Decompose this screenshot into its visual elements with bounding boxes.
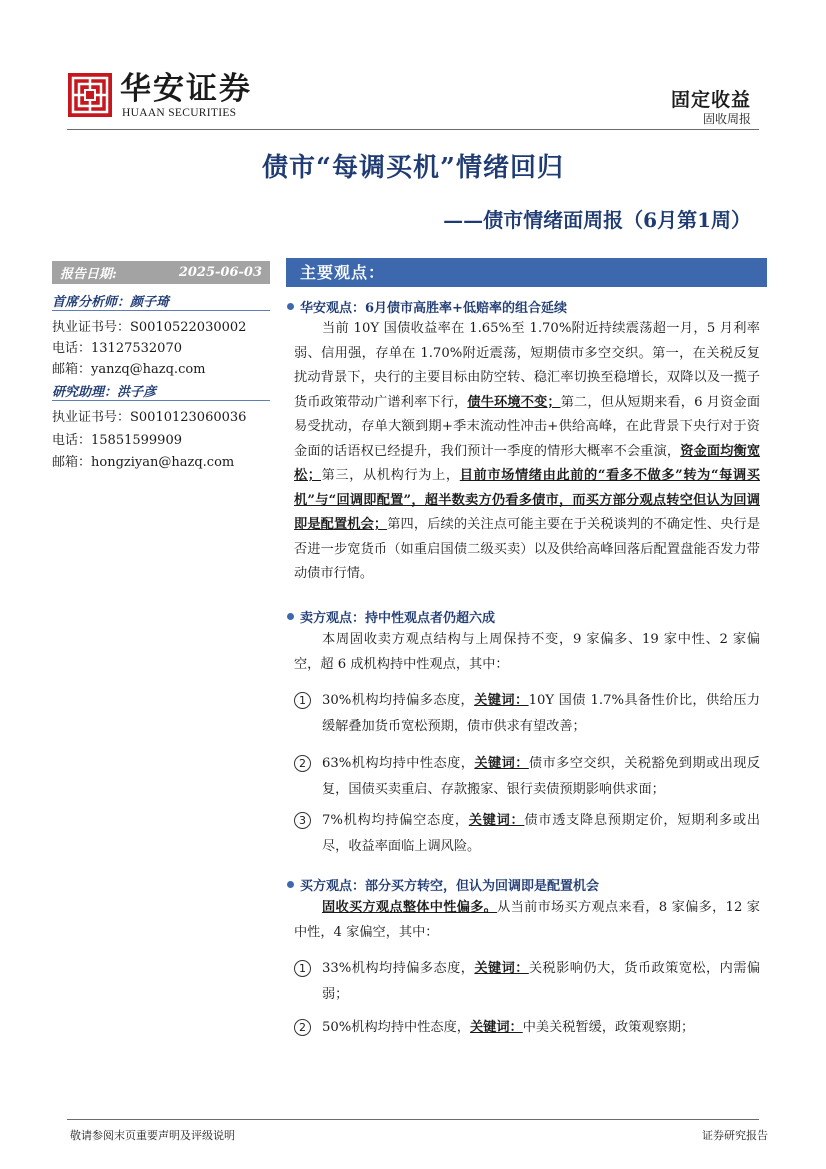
chief-analyst-role: 首席分析师：颜子琦 [52,295,170,310]
document-type: 固定收益 [670,89,751,111]
analyst-phone: 电话：13127532070 [52,341,182,356]
report-title: 债市“每调买机”情绪回归 [262,153,564,183]
analyst-email[interactable]: 邮箱：yanzq@hazq.com [52,362,206,377]
logo-seal-icon [67,72,113,118]
bullet-icon [287,881,294,888]
list-item: 1 30%机构均持偏多态度，关键词：10Y 国债 1.7%具备性价比，供给压力缓解叠加货币宽松预期，债市供求有望改善； [294,688,760,740]
sidebar-divider [52,310,270,311]
footer-divider [67,1119,759,1120]
footer-disclaimer: 敬请参阅末页重要声明及评级说明 [70,1129,235,1142]
report-date-bar [52,261,270,284]
footer-report-type: 证券研究报告 [702,1129,768,1142]
bullet-icon [287,613,294,620]
section-heading-sell-side: 卖方观点：持中性观点者仍超六成 [287,607,495,626]
assistant-phone: 电话：15851599909 [52,433,182,448]
report-date-value: 2025-06-03 [178,265,262,280]
analyst-cert: 执业证书号：S0010522030002 [52,320,247,335]
number-badge: 1 [294,960,311,977]
huaan-view-paragraph: 当前 10Y 国债收益率在 1.65%至 1.70%附近持续震荡超一月，5 月利率弱、信用强，存单在 1.70%附近震荡，短期债市多空交织。第一，在关税反复扰动背景下，央行的主要目标由防空转、稳汇率切换至稳增长，双降以及一揽子货币政策带动广谱利率下行，债牛环境不变；第二，但从短期来看，6 月资金面易受扰动，存单大额到期+季末流动性冲击+供给高峰，在此背景下央行对于资金面的话语权已经提升，我们预计一季度的情形大概率不会重演，资金面均衡宽松；第三，从机构行为上，目前市场情绪由此前的“看多不做多”转为“每调买机”与“回调即配置”，超半数卖方仍看多债市，而买方部分观点转空但认为回调即是配置机会；第四，后续的关注点可能主要在于关税谈判的不确定性、央行是否进一步宽货币（如重启国债二级买卖）以及供给高峰回落后配置盘能否发力带动债市行情。 [294,321,761,581]
bullet-icon [287,303,294,310]
number-badge: 1 [294,692,311,709]
research-assistant-role: 研究助理：洪子彦 [52,385,157,400]
report-date-label: 报告日期: [60,267,117,282]
logo-chinese-name: 华安证券 [120,71,252,107]
buy-side-intro: 固收买方观点整体中性偏多。从当前市场买方观点来看，8 家偏多，12 家中性，4 家偏空，其中： [294,900,760,940]
report-subtitle: ——债市情绪面周报（6月第1周） [443,208,751,232]
list-item: 1 33%机构均持偏多态度，关键词：关税影响仍大，货币政策宽松，内需偏弱； [294,956,760,1008]
logo-english-name: HUAAN SECURITIES [122,107,237,119]
number-badge: 2 [294,1019,311,1036]
list-item: 3 7%机构均持偏空态度，关键词：债市透支降息预期定价，短期利多或出尽，收益率面临上调风险。 [294,808,760,860]
sell-side-intro: 本周固收卖方观点结构与上周保持不变，9 家偏多、19 家中性、2 家偏空，超 6 成机构持中性观点，其中： [294,632,760,672]
sidebar-divider [52,400,270,401]
main-points-heading: 主要观点： [286,258,767,287]
assistant-cert: 执业证书号：S0010123060036 [52,410,247,425]
list-item: 2 63%机构均持中性态度，关键词：债市多空交织，关税豁免到期或出现反复，国债买卖重启、存款搬家、银行卖债预期影响供求面； [294,751,760,803]
section-heading-huaan: 华安观点：6月债市高胜率+低赔率的组合延续 [287,297,567,316]
number-badge: 3 [294,812,311,829]
number-badge: 2 [294,755,311,772]
header-divider [67,129,759,130]
assistant-email[interactable]: 邮箱：hongziyan@hazq.com [52,455,235,470]
section-heading-buy-side: 买方观点：部分买方转空，但认为回调即是配置机会 [287,875,599,894]
list-item: 2 50%机构均持中性态度，关键词：中美关税暂缓，政策观察期； [294,1015,760,1041]
company-logo [67,72,257,122]
document-subtype: 固收周报 [702,112,751,126]
